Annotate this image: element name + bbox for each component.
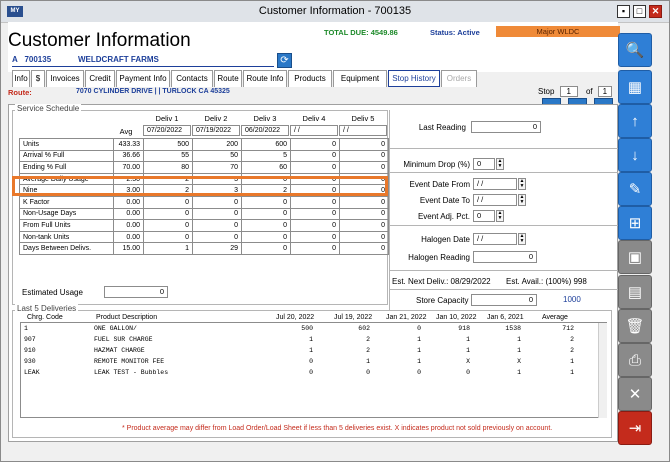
schedule-cell: 0	[144, 208, 193, 220]
last-reading-field[interactable]: 0	[471, 121, 541, 133]
status-text: Status: Active	[430, 28, 480, 37]
delivery-product-desc: LEAK TEST - Bubbles	[94, 369, 169, 376]
grid-button[interactable]	[618, 70, 652, 104]
event-from-label: Event Date From	[409, 180, 470, 189]
delivery-value: 1	[570, 369, 574, 376]
minimize-button[interactable]: ▪	[617, 5, 630, 18]
delivery-product-desc: FUEL SUR CHARGE	[94, 336, 153, 343]
schedule-cell: 0	[340, 243, 389, 255]
deliv-4-header: Deliv 4	[302, 114, 326, 123]
refresh-button[interactable]	[277, 53, 292, 68]
trash-button[interactable]	[618, 309, 652, 343]
new-document-button[interactable]	[618, 206, 652, 240]
tab-route[interactable]: Route	[214, 70, 242, 87]
deliv-1-date[interactable]: 07/20/2022	[143, 125, 191, 136]
schedule-avg: 3.00	[114, 185, 144, 197]
delivery-product-desc: REMOTE MONITOR FEE	[94, 358, 165, 365]
highlight-average-daily-usage	[12, 176, 388, 196]
delivery-value: 602	[358, 325, 370, 332]
divider	[389, 289, 618, 290]
delivery-chrg-code: 1	[24, 325, 28, 332]
schedule-cell: 0	[144, 196, 193, 208]
header-date-3: Jan 21, 2022	[386, 314, 427, 321]
schedule-cell: 0	[242, 220, 291, 232]
delivery-value: 1	[417, 336, 421, 343]
print-button[interactable]	[618, 343, 652, 377]
tab-info[interactable]: Info	[12, 70, 30, 87]
tab-credit[interactable]: Credit	[85, 70, 115, 87]
schedule-cell: 0	[340, 162, 389, 174]
schedule-cell: 0	[242, 231, 291, 243]
delivery-value: X	[466, 358, 470, 365]
tab-dollar[interactable]: $	[31, 70, 45, 87]
schedule-avg: 36.66	[114, 150, 144, 162]
min-drop-field[interactable]: 0	[473, 158, 495, 170]
schedule-row-label: Nine	[20, 185, 114, 197]
halogen-reading-field[interactable]: 0	[473, 251, 537, 263]
delivery-value: 1	[517, 347, 521, 354]
header-date-4: Jan 10, 2022	[436, 314, 477, 321]
arrow-down-button[interactable]	[618, 138, 652, 172]
tab-products[interactable]: Products	[288, 70, 332, 87]
delivery-value: 1	[517, 369, 521, 376]
deliv-2-header: Deliv 2	[204, 114, 228, 123]
delivery-value: 0	[309, 358, 313, 365]
exit-icon: ⇥	[628, 420, 642, 437]
header-date-1: Jul 20, 2022	[276, 314, 315, 321]
divider	[389, 225, 618, 226]
delivery-value: X	[517, 358, 521, 365]
schedule-cell: 0	[144, 231, 193, 243]
delivery-value: 0	[309, 369, 313, 376]
schedule-cell: 70	[193, 162, 242, 174]
route-label: Route:	[8, 88, 32, 97]
est-avail: Est. Avail.: (100%) 998	[506, 277, 587, 286]
schedule-cell: 0	[242, 196, 291, 208]
event-from-field[interactable]: / /	[473, 178, 517, 190]
delivery-value: 2	[570, 347, 574, 354]
schedule-cell: 0	[340, 220, 389, 232]
tab-orders[interactable]: Orders	[441, 70, 477, 87]
delivery-value: 500	[301, 325, 313, 332]
trash-icon: 🗑	[625, 318, 645, 335]
schedule-cell: 0	[193, 220, 242, 232]
delivery-value: 2	[570, 336, 574, 343]
tab-contacts[interactable]: Contacts	[171, 70, 213, 87]
schedule-avg: 70.00	[114, 162, 144, 174]
search-button[interactable]	[618, 33, 652, 67]
schedule-cell: 0	[144, 220, 193, 232]
search-icon: 🔍	[625, 42, 645, 59]
schedule-cell: 2	[242, 185, 291, 197]
schedule-cell: 0	[291, 173, 340, 185]
schedule-cell: 2	[144, 185, 193, 197]
arrow-up-icon: ↑	[631, 113, 639, 130]
divider	[389, 172, 618, 173]
tab-invoices[interactable]: Invoices	[46, 70, 84, 87]
header-date-5: Jan 6, 2021	[487, 314, 524, 321]
schedule-row-label: Days Between Delivs.	[20, 243, 114, 255]
schedule-row	[20, 208, 389, 220]
header-product-description: Product Description	[96, 314, 158, 321]
min-drop-label: Minimum Drop (%)	[403, 160, 470, 169]
event-adj-stepper[interactable]: ▲ ▼	[497, 210, 503, 221]
schedule-cell: 0	[340, 208, 389, 220]
last-reading-label: Last Reading	[418, 123, 466, 132]
delivery-product-desc: HAZMAT CHARGE	[94, 347, 145, 354]
store-capacity-field[interactable]: 0	[471, 294, 537, 306]
event-to-field[interactable]: / /	[473, 194, 517, 206]
schedule-cell: 0	[340, 150, 389, 162]
schedule-cell: 0	[193, 208, 242, 220]
schedule-cell: 0	[291, 162, 340, 174]
status-badge: Major WLDC	[496, 26, 620, 37]
deliveries-scrollbar[interactable]	[598, 323, 607, 418]
footnote: * Product average may differ from Load Order/Load Sheet if less than 5 deliveries exist. X indicates product not sold previously on account.	[122, 425, 553, 432]
schedule-cell: 0	[291, 243, 340, 255]
schedule-avg: 0.00	[114, 220, 144, 232]
schedule-cell: 0	[291, 231, 340, 243]
schedule-row-label: Arrival % Full	[20, 150, 114, 162]
arrow-up-button[interactable]	[618, 104, 652, 138]
schedule-avg: 0.00	[114, 231, 144, 243]
header-date-2: Jul 19, 2022	[334, 314, 373, 321]
close-button[interactable]: ✕	[649, 5, 662, 18]
save-new-button[interactable]	[618, 240, 652, 274]
stop-navigator: Stop 1 of 1	[538, 86, 612, 97]
schedule-row	[20, 220, 389, 232]
deliv-4-date[interactable]: / /	[290, 125, 338, 136]
schedule-cell: 0	[340, 185, 389, 197]
save-button[interactable]	[618, 275, 652, 309]
schedule-row-label: Average Daily Usage	[20, 173, 114, 185]
arrow-down-icon: ↓	[631, 147, 639, 164]
schedule-cell: 29	[193, 243, 242, 255]
schedule-cell: 3	[193, 173, 242, 185]
est-next-deliv: Est. Next Deliv.: 08/29/2022	[392, 277, 491, 286]
estimated-usage-field[interactable]: 0	[104, 286, 168, 298]
schedule-row	[20, 162, 389, 174]
schedule-cell: 0	[340, 196, 389, 208]
tab-stop-history[interactable]: Stop History	[388, 70, 440, 87]
refresh-icon: ⟳	[280, 55, 289, 66]
schedule-row-label: Non-Usage Days	[20, 208, 114, 220]
event-from-stepper[interactable]: ▲ ▼	[519, 178, 525, 189]
account-number: A 700135	[12, 55, 52, 64]
min-drop-stepper[interactable]: ▲ ▼	[497, 158, 503, 169]
tab-equipment[interactable]: Equipment	[333, 70, 387, 87]
schedule-row-label: Non-tank Units	[20, 231, 114, 243]
halogen-reading-label: Halogen Reading	[408, 253, 470, 262]
delivery-value: 1	[417, 358, 421, 365]
delivery-value: 1	[517, 336, 521, 343]
delivery-value: 1	[466, 336, 470, 343]
header-chrg-code: Chrg. Code	[27, 314, 63, 321]
grid-icon: ▦	[627, 79, 643, 96]
schedule-cell: 0	[340, 173, 389, 185]
schedule-cell: 60	[242, 162, 291, 174]
tab-route-info[interactable]: Route Info	[243, 70, 287, 87]
store-capacity-extra: 1000	[563, 295, 581, 304]
maximize-button[interactable]: □	[633, 5, 646, 18]
delivery-value: 1538	[505, 325, 521, 332]
new-document-icon: ⊞	[628, 215, 642, 232]
schedule-cell: 55	[144, 150, 193, 162]
save-new-icon: ▣	[627, 249, 643, 266]
delivery-value: 0	[417, 325, 421, 332]
schedule-cell: 1	[144, 243, 193, 255]
print-icon: ⎙	[628, 352, 641, 369]
delivery-product-desc: ONE GALLON/	[94, 325, 137, 332]
delivery-value: 1	[366, 358, 370, 365]
event-to-stepper[interactable]: ▲ ▼	[519, 194, 525, 205]
schedule-cell: 0	[340, 139, 389, 151]
page-title: Customer Information	[8, 30, 191, 51]
event-to-label: Event Date To	[419, 196, 470, 205]
schedule-cell: 0	[291, 150, 340, 162]
header-average: Average	[542, 314, 568, 321]
delivery-value: 1	[570, 358, 574, 365]
delivery-value: 2	[366, 336, 370, 343]
store-capacity-label: Store Capacity	[416, 296, 469, 305]
event-adj-field[interactable]: 0	[473, 210, 495, 222]
delivery-value: 2	[366, 347, 370, 354]
delivery-chrg-code: 930	[24, 358, 36, 365]
event-adj-label: Event Adj. Pct.	[417, 212, 470, 221]
save-icon: ▤	[627, 284, 643, 301]
divider	[389, 110, 390, 310]
schedule-avg: 15.00	[114, 243, 144, 255]
halogen-date-field[interactable]: / /	[473, 233, 517, 245]
route-value: 7070 CYLINDER DRIVE | | TURLOCK CA 45325	[76, 88, 230, 95]
schedule-cell: 0	[291, 185, 340, 197]
schedule-cell: 5	[242, 150, 291, 162]
delivery-value: 1	[309, 347, 313, 354]
delivery-value: 0	[417, 369, 421, 376]
delivery-value: 0	[366, 369, 370, 376]
pencil-button[interactable]	[618, 172, 652, 206]
schedule-row	[20, 139, 389, 151]
schedule-avg: 0.00	[114, 196, 144, 208]
total-due: TOTAL DUE: 4549.86	[324, 28, 398, 37]
delivery-chrg-code: 910	[24, 347, 36, 354]
delivery-chrg-code: LEAK	[24, 369, 40, 376]
stop-current[interactable]: 1	[560, 86, 578, 97]
app-logo-icon: MY	[7, 6, 23, 17]
schedule-cell: 3	[193, 185, 242, 197]
schedule-row	[20, 243, 389, 255]
deliv-1-header: Deliv 1	[155, 114, 179, 123]
schedule-cell: 200	[193, 139, 242, 151]
customer-bar	[12, 54, 274, 67]
estimated-usage-label: Estimated Usage	[22, 288, 83, 297]
deliv-3-header: Deliv 3	[253, 114, 277, 123]
delivery-value: 712	[562, 325, 574, 332]
service-schedule-table	[19, 138, 389, 255]
schedule-avg: 2.50	[114, 173, 144, 185]
schedule-cell: 0	[193, 231, 242, 243]
schedule-cell: 2	[144, 173, 193, 185]
schedule-row	[20, 231, 389, 243]
last-deliveries-label: Last 5 Deliveries	[17, 304, 77, 313]
deliv-2-date[interactable]: 07/19/2022	[192, 125, 240, 136]
stop-total: 1	[598, 86, 612, 97]
tab-payment-info[interactable]: Payment Info	[116, 70, 170, 87]
cancel-icon: ✕	[628, 386, 642, 403]
title-bar	[1, 1, 669, 23]
schedule-cell: 0	[242, 243, 291, 255]
schedule-avg: 0.00	[114, 208, 144, 220]
schedule-cell: 0	[291, 220, 340, 232]
schedule-cell: 600	[242, 139, 291, 151]
window-title: Customer Information - 700135	[258, 5, 412, 17]
delivery-chrg-code: 907	[24, 336, 36, 343]
divider	[389, 148, 618, 149]
schedule-cell: 0	[340, 231, 389, 243]
customer-name: WELDCRAFT FARMS	[78, 55, 159, 64]
schedule-cell: 0	[291, 196, 340, 208]
deliv-5-date[interactable]: / /	[339, 125, 387, 136]
schedule-cell: 0	[242, 208, 291, 220]
cancel-button[interactable]	[618, 377, 652, 411]
pencil-icon: ✎	[628, 181, 642, 198]
delivery-value: 1	[417, 347, 421, 354]
schedule-cell: 0	[291, 139, 340, 151]
schedule-row-label: Units	[20, 139, 114, 151]
schedule-row	[20, 196, 389, 208]
schedule-row	[20, 150, 389, 162]
deliv-5-header: Deliv 5	[351, 114, 375, 123]
service-schedule-label: Service Schedule	[17, 104, 80, 113]
schedule-cell: 0	[193, 196, 242, 208]
schedule-row-label: K Factor	[20, 196, 114, 208]
schedule-cell: 50	[193, 150, 242, 162]
delivery-value: 1	[309, 336, 313, 343]
schedule-cell: 80	[144, 162, 193, 174]
divider	[389, 270, 618, 271]
delivery-value: 1	[466, 347, 470, 354]
delivery-value: 0	[466, 369, 470, 376]
schedule-avg: 433.33	[114, 139, 144, 151]
avg-header: Avg	[119, 127, 133, 136]
schedule-row-label: Ending % Full	[20, 162, 114, 174]
schedule-cell: 0	[242, 173, 291, 185]
schedule-cell: 0	[291, 208, 340, 220]
delivery-value: 918	[458, 325, 470, 332]
schedule-row-label: From Full Units	[20, 220, 114, 232]
schedule-cell: 500	[144, 139, 193, 151]
halogen-date-stepper[interactable]: ▲ ▼	[519, 233, 525, 244]
deliv-3-date[interactable]: 06/20/2022	[241, 125, 289, 136]
halogen-date-label: Halogen Date	[421, 235, 470, 244]
exit-button[interactable]	[618, 411, 652, 445]
